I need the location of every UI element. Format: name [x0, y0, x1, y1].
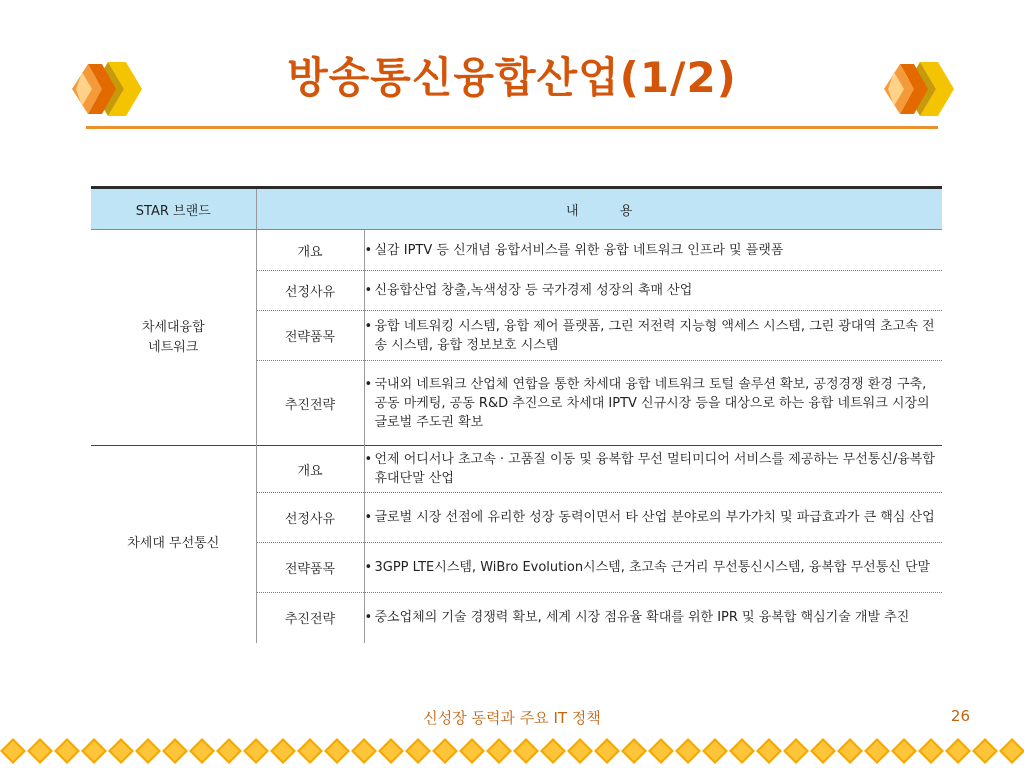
- diamond-icon: [216, 738, 242, 764]
- diamond-icon: [837, 738, 863, 764]
- diamond-icon: [702, 738, 728, 764]
- diamond-icon: [135, 738, 161, 764]
- item-description: • 융합 네트워킹 시스템, 융합 제어 플랫폼, 그린 저전력 지능형 액세스 시스템, 그린 광대역 초고속 전송 시스템, 융합 정보보호 시스템: [364, 311, 942, 361]
- item-label: 추진전략: [256, 361, 364, 446]
- diamond-icon: [945, 738, 971, 764]
- diamond-icon: [567, 738, 593, 764]
- diamond-icon: [999, 738, 1024, 764]
- item-description: • 글로벌 시장 선점에 유리한 성장 동력이면서 타 산업 분야로의 부가가치 및 파급효과가 큰 핵심 산업: [364, 493, 942, 543]
- item-label: 개요: [256, 446, 364, 493]
- diamond-icon: [189, 738, 215, 764]
- item-label: 전략품목: [256, 543, 364, 593]
- item-description: • 언제 어디서나 초고속 · 고품질 이동 및 융복합 무선 멀티미디어 서비스를 제공하는 무선통신/융복합 휴대단말 산업: [364, 446, 942, 493]
- table-row: [91, 230, 942, 271]
- diamond-icon: [270, 738, 296, 764]
- item-label: 전략품목: [256, 311, 364, 361]
- diamond-icon: [378, 738, 404, 764]
- diamond-icon: [918, 738, 944, 764]
- table-row: [91, 446, 942, 493]
- diamond-icon: [648, 738, 674, 764]
- diamond-icon: [351, 738, 377, 764]
- header-brand: STAR 브랜드: [91, 188, 256, 230]
- diamond-icon: [297, 738, 323, 764]
- diamond-icon: [783, 738, 809, 764]
- table-header-row: [91, 188, 942, 230]
- diamond-icon: [27, 738, 53, 764]
- diamond-icon: [162, 738, 188, 764]
- item-label: 선정사유: [256, 493, 364, 543]
- diamond-icon: [243, 738, 269, 764]
- diamond-icon: [486, 738, 512, 764]
- diamond-border-icon: [0, 738, 1024, 764]
- page-title: 방송통신융합산업(1/2): [287, 53, 737, 102]
- diamond-icon: [594, 738, 620, 764]
- item-label: 개요: [256, 230, 364, 271]
- diamond-icon: [540, 738, 566, 764]
- header-content: 내 용: [256, 188, 942, 230]
- item-description: • 실감 IPTV 등 신개념 융합서비스를 위한 융합 네트워크 인프라 및 플랫폼: [364, 230, 942, 271]
- item-label: 선정사유: [256, 271, 364, 311]
- diamond-icon: [324, 738, 350, 764]
- diamond-icon: [108, 738, 134, 764]
- brand-cell: 차세대 무선통신: [91, 446, 256, 643]
- diamond-icon: [459, 738, 485, 764]
- diamond-icon: [864, 738, 890, 764]
- item-description: • 3GPP LTE시스템, WiBro Evolution시스템, 초고속 근거리 무선통신시스템, 융복합 무선통신 단말: [364, 543, 942, 593]
- diamond-icon: [513, 738, 539, 764]
- item-description: • 국내외 네트워크 산업체 연합을 통한 차세대 융합 네트워크 토털 솔루션 확보, 공정경쟁 환경 구축, 공동 마케팅, 공동 R&D 추진으로 차세대 IPTV 신규시장 등을 대상으로 하는 융합 네트워크 시장의 글로벌 주도권 확보: [364, 376, 930, 430]
- item-description: • 신융합산업 창출,녹색성장 등 국가경제 성장의 촉매 산업: [364, 271, 942, 311]
- diamond-icon: [756, 738, 782, 764]
- diamond-icon: [675, 738, 701, 764]
- diamond-icon: [891, 738, 917, 764]
- item-label: 추진전략: [256, 593, 364, 643]
- diamond-icon: [0, 738, 26, 764]
- item-description: • 중소업체의 기술 경쟁력 확보, 세계 시장 점유율 확대를 위한 IPR 및 융복합 핵심기술 개발 추진: [364, 610, 910, 626]
- diamond-icon: [432, 738, 458, 764]
- diamond-icon: [54, 738, 80, 764]
- footer-text: 신성장 동력과 주요 IT 정책: [423, 709, 601, 727]
- diamond-icon: [405, 738, 431, 764]
- page-number: 26: [950, 707, 970, 725]
- brand-cell: 차세대융합 네트워크: [91, 230, 256, 446]
- diamond-icon: [729, 738, 755, 764]
- title-divider: [86, 126, 938, 129]
- diamond-icon: [972, 738, 998, 764]
- diamond-icon: [810, 738, 836, 764]
- diamond-icon: [81, 738, 107, 764]
- star-brand-table: [91, 186, 942, 643]
- diamond-icon: [621, 738, 647, 764]
